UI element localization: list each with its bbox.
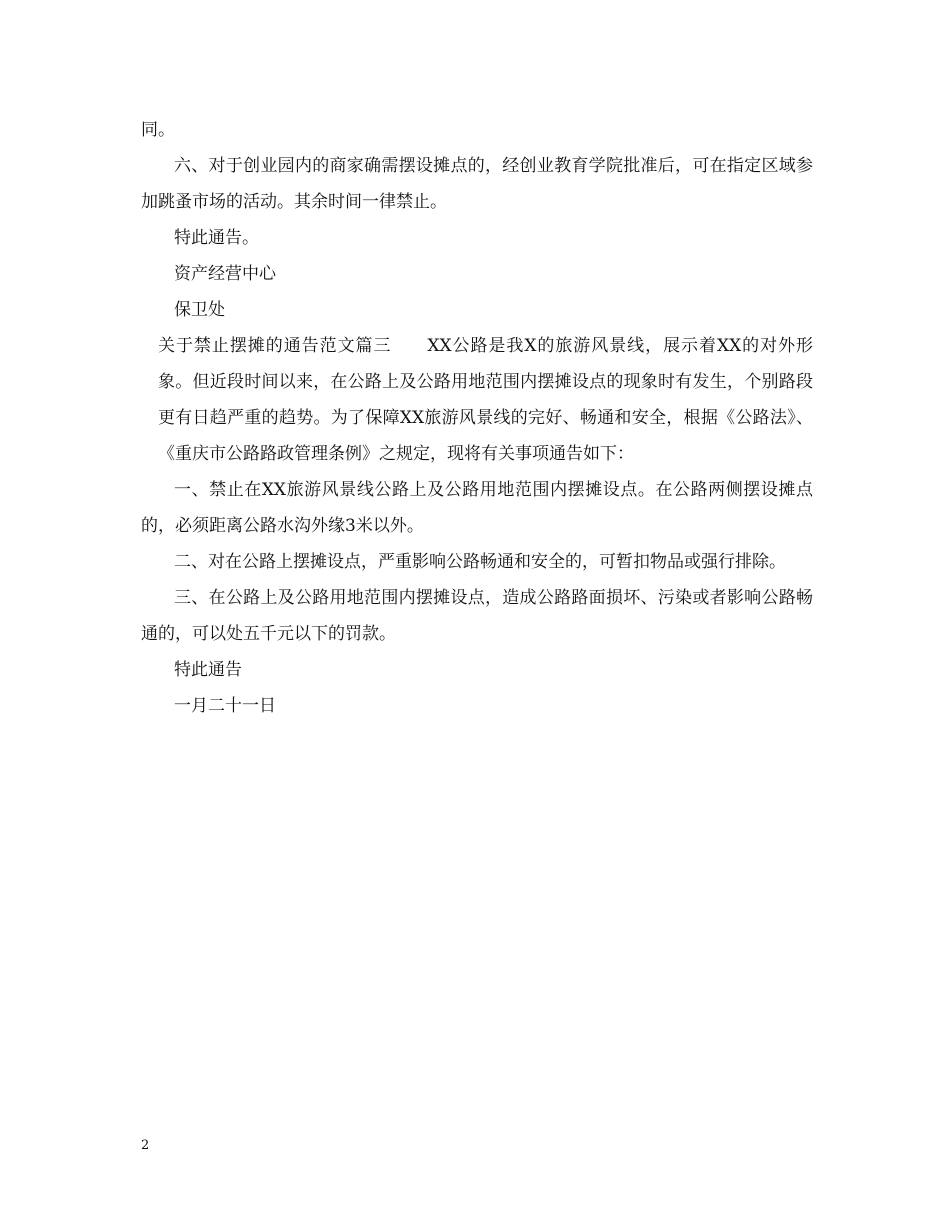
paragraph-item-six: 六、对于创业园内的商家确需摆设摊点的，经创业教育学院批准后，可在指定区域参加跳蚤市场的活动。其余时间一律禁止。 — [141, 156, 813, 212]
page-number: 2 — [141, 1138, 150, 1153]
paragraph-continuation: 同。 — [141, 120, 175, 140]
section-three-intro: 关于禁止摆摊的通告范文篇三 XX公路是我X的旅游风景线，展示着XX的对外形象。但近段时间以来，在公路上及公路用地范围内摆摊设点的现象时有发生，个别路段更有日趋严重的趋势。为了保障XX旅游风景线的完好、畅通和安全，根据《公路法》、《重庆市公路路政管理条例》之规定，现将有关事项通告如下： — [158, 336, 813, 464]
paragraph-item-one: 一、禁止在XX旅游风景线公路上及公路用地范围内摆摊设点。在公路两侧摆设摊点的，必须距离公路水沟外缘3米以外。 — [141, 480, 813, 536]
signature-department-1: 资产经营中心 — [174, 264, 276, 284]
paragraph-item-two: 二、对在公路上摆摊设点，严重影响公路畅通和安全的，可暂扣物品或强行排除。 — [174, 552, 786, 572]
notice-closing: 特此通告。 — [174, 228, 259, 248]
notice-closing-2: 特此通告 — [174, 660, 242, 680]
notice-date: 一月二十一日 — [174, 696, 276, 716]
document-body — [141, 112, 813, 724]
signature-department-2: 保卫处 — [174, 300, 225, 320]
paragraph-item-three: 三、在公路上及公路用地范围内摆摊设点，造成公路路面损坏、污染或者影响公路畅通的，可以处五千元以下的罚款。 — [141, 588, 813, 644]
